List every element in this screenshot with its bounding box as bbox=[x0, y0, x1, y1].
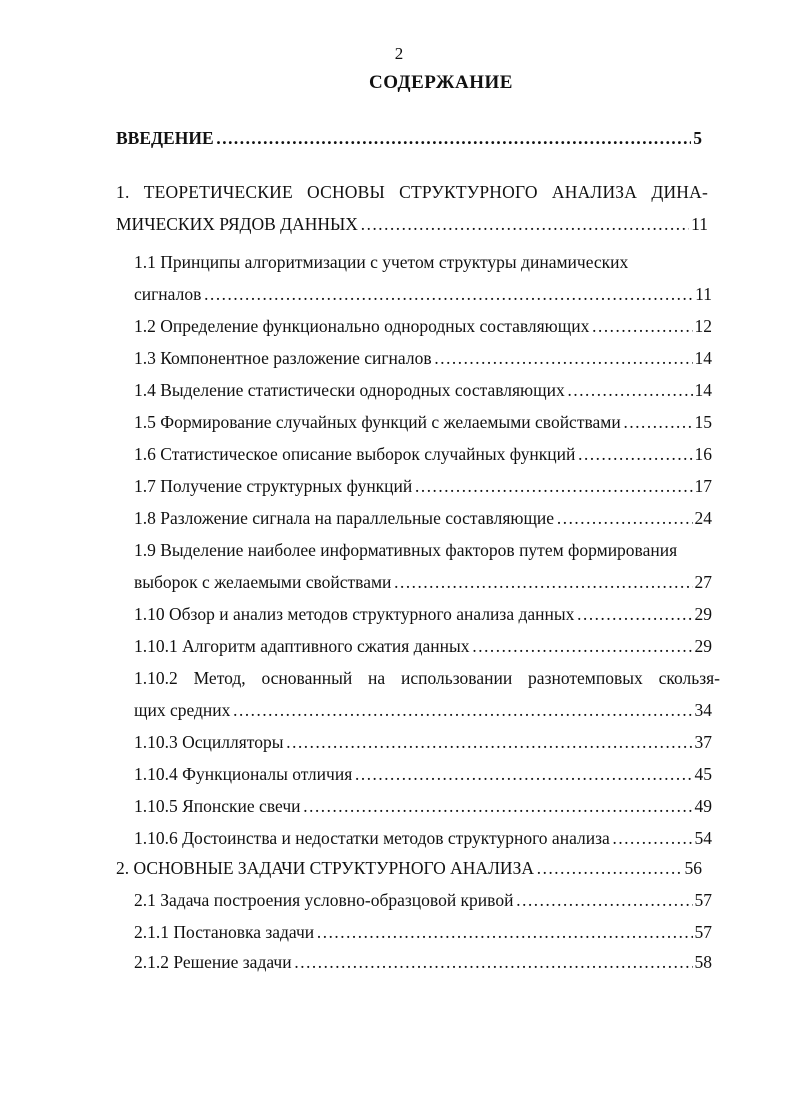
toc-entry-1-4 bbox=[134, 378, 712, 402]
toc-entry-1-5 bbox=[134, 410, 712, 434]
leader-dots bbox=[285, 730, 692, 754]
toc-page-number: 58 bbox=[694, 952, 712, 972]
toc-entry-2-1-2 bbox=[134, 950, 712, 974]
toc-page-number: 37 bbox=[694, 732, 712, 752]
toc-entry-1-9 bbox=[134, 570, 712, 594]
leader-dots bbox=[393, 570, 692, 594]
leader-dots bbox=[294, 950, 693, 974]
toc-entry-text: 1.10.1 Алгоритм адаптивного сжатия данных bbox=[134, 636, 470, 656]
toc-entry-text: 1.7 Получение структурных функций bbox=[134, 476, 413, 496]
toc-entry-1-10-1 bbox=[134, 634, 712, 658]
leader-dots bbox=[434, 346, 693, 370]
toc-entry-text: сигналов bbox=[134, 284, 202, 304]
leader-dots bbox=[515, 888, 692, 912]
toc-entry-1-7 bbox=[134, 474, 712, 498]
toc-entry-1-8 bbox=[134, 506, 712, 530]
toc-page-number: 57 bbox=[694, 922, 712, 942]
toc-entry-text: 1.10.3 Осцилляторы bbox=[134, 732, 284, 752]
toc-entry-1-10-3 bbox=[134, 730, 712, 754]
leader-dots bbox=[232, 698, 692, 722]
toc-entry-text: 1.5 Формирование случайных функций с желаемыми свойствами bbox=[134, 412, 621, 432]
toc-page-number: 24 bbox=[694, 508, 712, 528]
toc-page-number: 15 bbox=[694, 412, 712, 432]
toc-entry-1-2 bbox=[134, 314, 712, 338]
toc-entry-text: 1.4 Выделение статистически однородных составляющих bbox=[134, 380, 565, 400]
toc-entry-text: 1.3 Компонентное разложение сигналов bbox=[134, 348, 432, 368]
toc-entry-text: 1.10.5 Японские свечи bbox=[134, 796, 301, 816]
toc-entry-text: 1.2 Определение функционально однородных составляющих bbox=[134, 316, 590, 336]
leader-dots bbox=[354, 762, 692, 786]
leader-dots bbox=[316, 920, 692, 944]
toc-entry-1-10-2 bbox=[134, 698, 712, 722]
toc-page-number: 16 bbox=[694, 444, 712, 464]
toc-entry-1-10-6 bbox=[134, 826, 712, 850]
toc-entry-1-10-5 bbox=[134, 794, 712, 818]
leader-dots bbox=[536, 856, 683, 880]
leader-dots bbox=[414, 474, 692, 498]
toc-page-number: 54 bbox=[694, 828, 712, 848]
toc-page-number: 29 bbox=[694, 636, 712, 656]
leader-dots bbox=[591, 314, 692, 338]
toc-entry-1-1 bbox=[134, 282, 712, 306]
toc-entry-1-3 bbox=[134, 346, 712, 370]
toc-page-number: 12 bbox=[694, 316, 712, 336]
toc-page-number: 17 bbox=[694, 476, 712, 496]
toc-entry-text: 1.10 Обзор и анализ методов структурного анализа данных bbox=[134, 604, 575, 624]
toc-page-number: 5 bbox=[693, 128, 702, 148]
toc-entry-1-10-4 bbox=[134, 762, 712, 786]
toc-page-number: 14 bbox=[694, 348, 712, 368]
toc-page-number: 45 bbox=[694, 764, 712, 784]
toc-entry-chapter-1 bbox=[116, 212, 708, 236]
toc-entry-text: 2. ОСНОВНЫЕ ЗАДАЧИ СТРУКТУРНОГО АНАЛИЗА bbox=[116, 858, 534, 878]
toc-entry-intro bbox=[116, 126, 702, 150]
toc-entry-text: 1.10.6 Достоинства и недостатки методов структурного анализа bbox=[134, 828, 610, 848]
toc-page-number: 29 bbox=[694, 604, 712, 624]
toc-entry-text: 2.1 Задача построения условно-образцовой кривой bbox=[134, 890, 514, 910]
toc-entry-2-1-1 bbox=[134, 920, 712, 944]
leader-dots bbox=[576, 602, 692, 626]
leader-dots bbox=[623, 410, 693, 434]
toc-section-1-1-line1: 1.1 Принципы алгоритмизации с учетом структуры динамических bbox=[134, 252, 629, 272]
leader-dots bbox=[216, 126, 692, 150]
toc-page-number: 56 bbox=[684, 858, 702, 878]
toc-page-number: 27 bbox=[694, 572, 712, 592]
toc-page-number: 49 bbox=[694, 796, 712, 816]
toc-page-number: 57 bbox=[694, 890, 712, 910]
toc-entry-text: МИЧЕСКИХ РЯДОВ ДАННЫХ bbox=[116, 214, 358, 234]
toc-page-number: 34 bbox=[694, 700, 712, 720]
toc-entry-1-6 bbox=[134, 442, 712, 466]
toc-entry-text: ВВЕДЕНИЕ bbox=[116, 128, 214, 148]
toc-entry-text: 2.1.1 Постановка задачи bbox=[134, 922, 315, 942]
toc-page-number: 11 bbox=[695, 284, 712, 304]
leader-dots bbox=[302, 794, 692, 818]
toc-entry-text: 1.6 Статистическое описание выборок случайных функций bbox=[134, 444, 576, 464]
toc-entry-text: 2.1.2 Решение задачи bbox=[134, 952, 292, 972]
leader-dots bbox=[203, 282, 693, 306]
toc-chapter-1-line1: 1. ТЕОРЕТИЧЕСКИЕ ОСНОВЫ СТРУКТУРНОГО АНАЛИЗА ДИНА- bbox=[116, 182, 708, 202]
toc-section-1-9-line1: 1.9 Выделение наиболее информативных факторов путем формирования bbox=[134, 540, 678, 560]
leader-dots bbox=[472, 634, 693, 658]
page-title: СОДЕРЖАНИЕ bbox=[369, 72, 513, 93]
toc-page-number: 11 bbox=[691, 214, 708, 234]
toc-entry-text: выборок с желаемыми свойствами bbox=[134, 572, 392, 592]
leader-dots bbox=[360, 212, 689, 236]
toc-section-1-10-2-line1: 1.10.2 Метод, основанный на использовании разнотемповых скользя- bbox=[134, 668, 720, 688]
page-number: 2 bbox=[394, 44, 404, 63]
leader-dots bbox=[556, 506, 692, 530]
toc-entry-1-10 bbox=[134, 602, 712, 626]
toc-entry-chapter-2 bbox=[116, 856, 702, 880]
leader-dots bbox=[577, 442, 692, 466]
toc-entry-text: 1.8 Разложение сигнала на параллельные составляющие bbox=[134, 508, 555, 528]
toc-entry-text: щих средних bbox=[134, 700, 231, 720]
toc-entry-2-1 bbox=[134, 888, 712, 912]
toc-entry-text: 1.10.4 Функционалы отличия bbox=[134, 764, 353, 784]
toc-page-number: 14 bbox=[694, 380, 712, 400]
leader-dots bbox=[567, 378, 693, 402]
leader-dots bbox=[612, 826, 693, 850]
